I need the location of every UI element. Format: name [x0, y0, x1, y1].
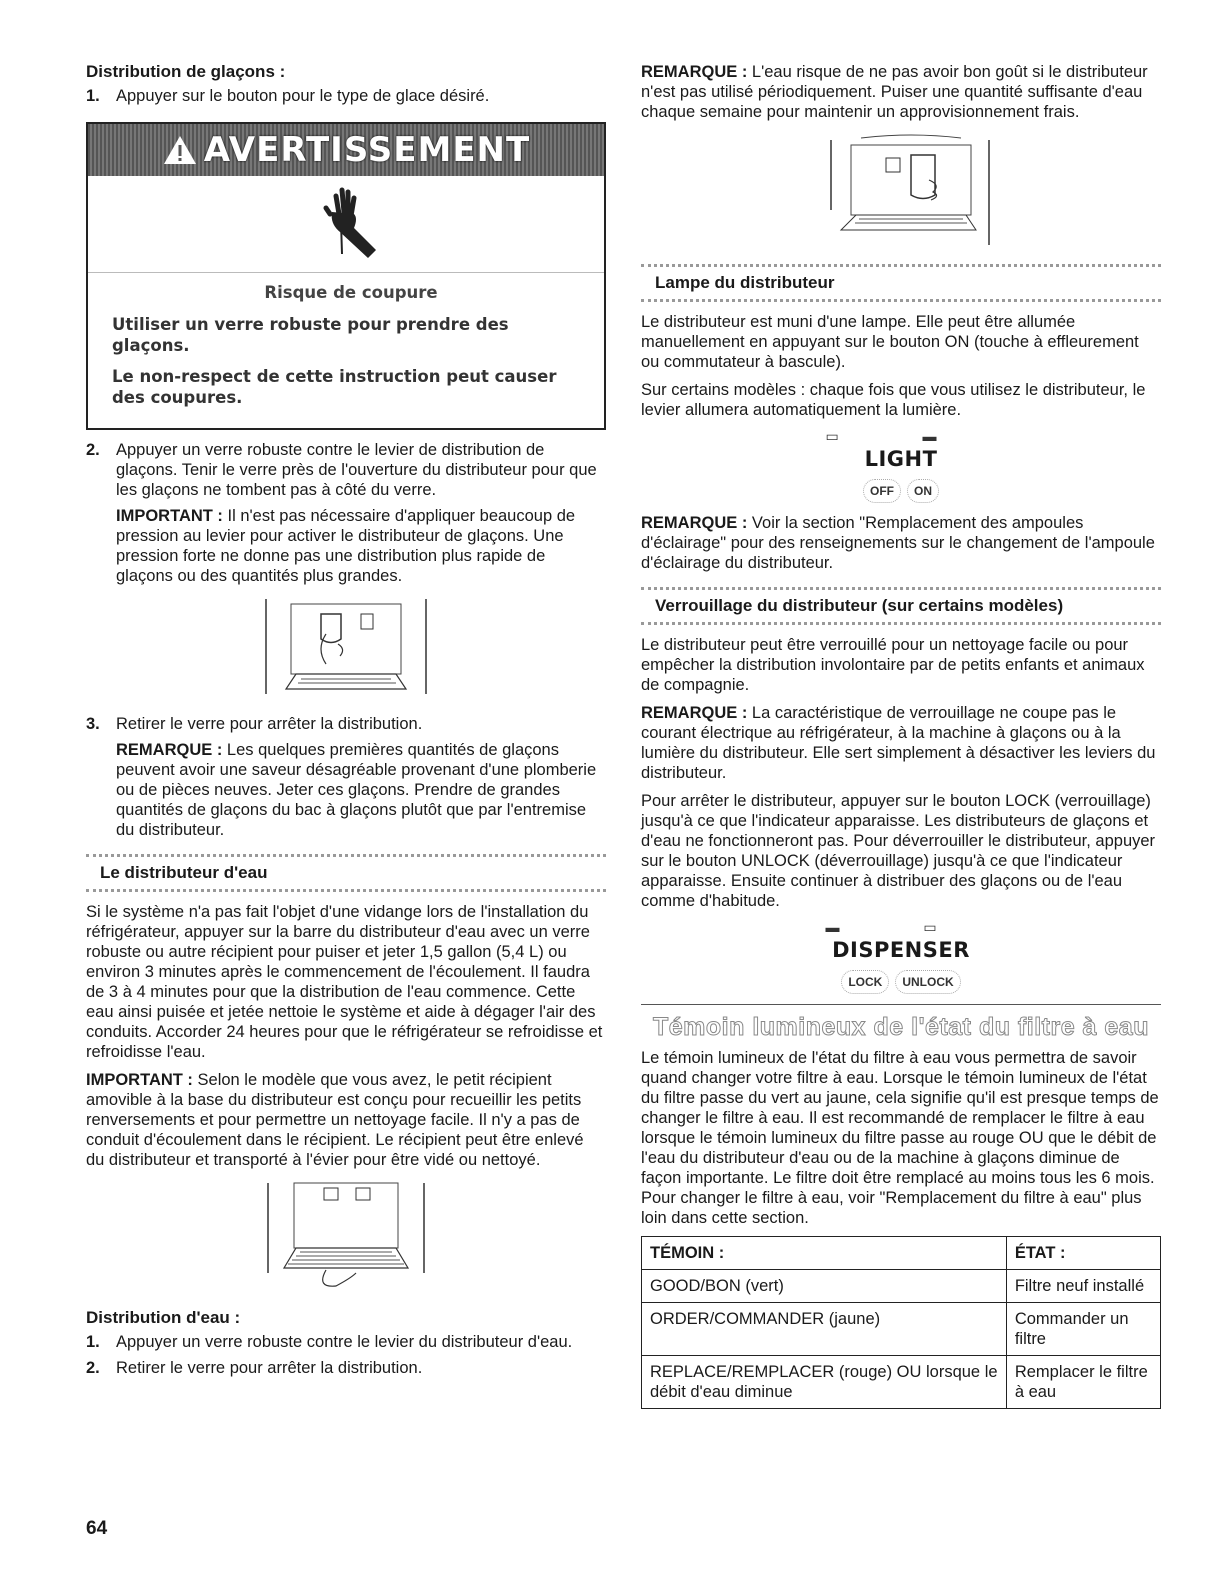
- step-text: Retirer le verre pour arrêter la distribution.: [116, 715, 423, 733]
- ice-step-1: [86, 86, 606, 106]
- dispenser-lock-diagram: [641, 919, 1161, 994]
- table-cell: GOOD/BON (vert): [642, 1270, 1007, 1303]
- important-note-1: IMPORTANT : Il n'est pas nécessaire d'appliquer beaucoup de pression au levier pour activer le distributeur de glaçons. Une pression forte ne donne pas une distribution plus rapide de glaçons ou des quantités plus grandes.: [116, 507, 576, 585]
- important-label: IMPORTANT :: [116, 507, 223, 525]
- ice-dispensing-heading: Distribution de glaçons :: [86, 62, 286, 81]
- important-label: IMPORTANT :: [86, 1071, 193, 1089]
- column-header-indicator: TÉMOIN :: [642, 1237, 1007, 1270]
- warning-consequence: Le non-respect de cette instruction peut causer des coupures.: [112, 367, 557, 407]
- lock-paragraph-1: Le distributeur peut être verrouillé pour un nettoyage facile ou pour empêcher la distribution involontaire par de petits enfants et animaux de compagnie.: [641, 636, 1145, 694]
- remark-note-3: REMARQUE : Voir la section "Remplacement des ampoules d'éclairage" pour des renseignements sur le changement de l'ampoule d'éclairage du distributeur.: [641, 514, 1155, 572]
- filter-status-title: Témoin lumineux de l'état du filtre à eau: [653, 1013, 1149, 1041]
- ice-step-2: [86, 440, 606, 500]
- dispenser-label: DISPENSER: [832, 938, 970, 962]
- indicator-marks: ▭ ▬: [825, 428, 977, 444]
- warning-header: [88, 124, 604, 176]
- step-number: 1.: [86, 87, 100, 105]
- water-step-1: [86, 1332, 606, 1352]
- step-number: 2.: [86, 441, 100, 459]
- light-switch-diagram: [641, 428, 1161, 503]
- table-cell: REPLACE/REMPLACER (rouge) OU lorsque le débit d'eau diminue: [642, 1356, 1007, 1409]
- page-number: 64: [86, 1518, 108, 1539]
- section-divider: [641, 1004, 1161, 1005]
- table-cell: ORDER/COMMANDER (jaune): [642, 1303, 1007, 1356]
- warning-box: [86, 122, 606, 430]
- remark-note-1: REMARQUE : Les quelques premières quantités de glaçons peuvent avoir une saveur désagréable provenant d'une plomberie ou de pièces neuves. Jeter ces glaçons. Prendre de grandes quantités de glaçons du bac à glaçons plutôt que par l'entremise du distributeur.: [116, 741, 597, 839]
- drip-tray-illustration: [86, 1178, 606, 1298]
- warning-body: [88, 273, 604, 428]
- table-row: [642, 1303, 1161, 1356]
- water-dispensing-heading: Distribution d'eau :: [86, 1308, 241, 1327]
- lamp-section-header: Lampe du distributeur: [641, 264, 1161, 302]
- right-column: [641, 62, 1161, 1409]
- lock-button: LOCK: [841, 970, 889, 994]
- water-dispenser-illustration: [641, 130, 1161, 250]
- water-step-2: [86, 1358, 606, 1378]
- ice-step-3: [86, 714, 606, 734]
- step-text: Retirer le verre pour arrêter la distribution.: [116, 1359, 423, 1377]
- lock-section-header: Verrouillage du distributeur (sur certains modèles): [641, 587, 1161, 625]
- warning-title: AVERTISSEMENT: [203, 130, 531, 170]
- step-text: Appuyer sur le bouton pour le type de glace désiré.: [116, 87, 490, 105]
- indicator-marks: ▬ ▭: [825, 919, 977, 935]
- water-dispenser-section-header: Le distributeur d'eau: [86, 854, 606, 892]
- step-number: 2.: [86, 1359, 100, 1377]
- lamp-paragraph-1: Le distributeur est muni d'une lampe. Elle peut être allumée manuellement en appuyant sur le bouton ON (touche à effleurement ou commutateur à bascule).: [641, 313, 1139, 371]
- table-row: [642, 1356, 1161, 1409]
- step-text: Appuyer un verre robuste contre le levier de distribution de glaçons. Tenir le verre près de l'ouverture du distributeur pour que les glaçons ne tombent pas à côté du verre.: [116, 441, 597, 499]
- lamp-paragraph-2: Sur certains modèles : chaque fois que vous utilisez le distributeur, le levier allumera automatiquement la lumière.: [641, 381, 1146, 419]
- lock-paragraph-2: Pour arrêter le distributeur, appuyer sur le bouton LOCK (verrouillage) jusqu'à ce que l'indicateur apparaisse. Les distributeurs de glaçons et d'eau ne fonctionneront pas. Pour déverrouiller le distributeur, appuyer sur le bouton UNLOCK (déverrouillage) jusqu'à ce que l'indicateur apparaisse. Ensuite continuer à distribuer des glaçons ou de l'eau comme d'habitude.: [641, 792, 1156, 910]
- warning-triangle-icon: [162, 134, 198, 166]
- remark-label: REMARQUE :: [116, 741, 223, 759]
- step-text: Appuyer un verre robuste contre le levier du distributeur d'eau.: [116, 1333, 573, 1351]
- table-header-row: [642, 1237, 1161, 1270]
- important-note-2: IMPORTANT : Selon le modèle que vous avez, le petit récipient amovible à la base du distributeur est conçu pour recueillir les petits renversements et pour permettre un nettoyage facile. Il n'y a pas de conduit d'écoulement dans le récipient. Le récipient peut être enlevé du distributeur et transporté à l'évier pour être vidé ou nettoyé.: [86, 1071, 584, 1169]
- filter-status-table: [641, 1236, 1161, 1409]
- warning-instruction: Utiliser un verre robuste pour prendre des glaçons.: [112, 315, 509, 355]
- light-on-button: ON: [907, 479, 939, 503]
- remark-label: REMARQUE :: [641, 704, 748, 722]
- left-column: [86, 62, 606, 1384]
- column-header-state: ÉTAT :: [1006, 1237, 1160, 1270]
- table-row: [642, 1270, 1161, 1303]
- step-number: 3.: [86, 715, 100, 733]
- table-cell: Remplacer le filtre à eau: [1006, 1356, 1160, 1409]
- remark-label: REMARQUE :: [641, 63, 748, 81]
- table-cell: Filtre neuf installé: [1006, 1270, 1160, 1303]
- step-number: 1.: [86, 1333, 100, 1351]
- remark-note-4: REMARQUE : La caractéristique de verrouillage ne coupe pas le courant électrique au réfrigérateur, à la machine à glaçons ou à la lumière du distributeur. Elle sert simplement à désactiver les leviers du distributeur.: [641, 704, 1156, 782]
- ice-dispenser-illustration: [86, 594, 606, 704]
- cut-hand-icon: [88, 176, 604, 273]
- unlock-button: UNLOCK: [895, 970, 960, 994]
- light-off-button: OFF: [863, 479, 901, 503]
- light-label: LIGHT: [864, 447, 938, 471]
- remark-label: REMARQUE :: [641, 514, 748, 532]
- water-dispenser-paragraph: Si le système n'a pas fait l'objet d'une vidange lors de l'installation du réfrigérateur, appuyer sur la barre du distributeur d'eau avec un verre robuste ou autre récipient pour puiser et jeter 1,5 gallon (5,4 L) ou environ 3 minutes après le commencement de l'écoulement. Il faudra de 3 à 4 minutes pour que la distribution de l'eau commence. Cette eau ainsi puisée et jetée nettoie le système et aide à dégager l'air des conduits. Accorder 24 heures pour que le réfrigérateur se refroidisse et refroidisse l'eau.: [86, 903, 603, 1061]
- remark-note-2: REMARQUE : L'eau risque de ne pas avoir bon goût si le distributeur n'est pas utilisé périodiquement. Puiser une quantité suffisante d'eau chaque semaine pour maintenir un approvisionnement frais.: [641, 63, 1148, 121]
- filter-status-paragraph: Le témoin lumineux de l'état du filtre à eau vous permettra de savoir quand changer votre filtre à eau. Lorsque le témoin lumineux de l'état du filtre passe du vert au jaune, cela signifie qu'il est presque temps de changer le filtre à eau. Il est recommandé de remplacer le filtre à eau lorsque le témoin lumineux du filtre passe au rouge OU que le débit de l'eau du distributeur d'eau ou de la machine à glaçons diminue de façon importante. Le filtre doit être remplacé au moins tous les 6 mois. Pour changer le filtre à eau, voir "Remplacement du filtre à eau" plus loin dans cette section.: [641, 1049, 1159, 1227]
- table-cell: Commander un filtre: [1006, 1303, 1160, 1356]
- warning-risk: Risque de coupure: [264, 283, 438, 302]
